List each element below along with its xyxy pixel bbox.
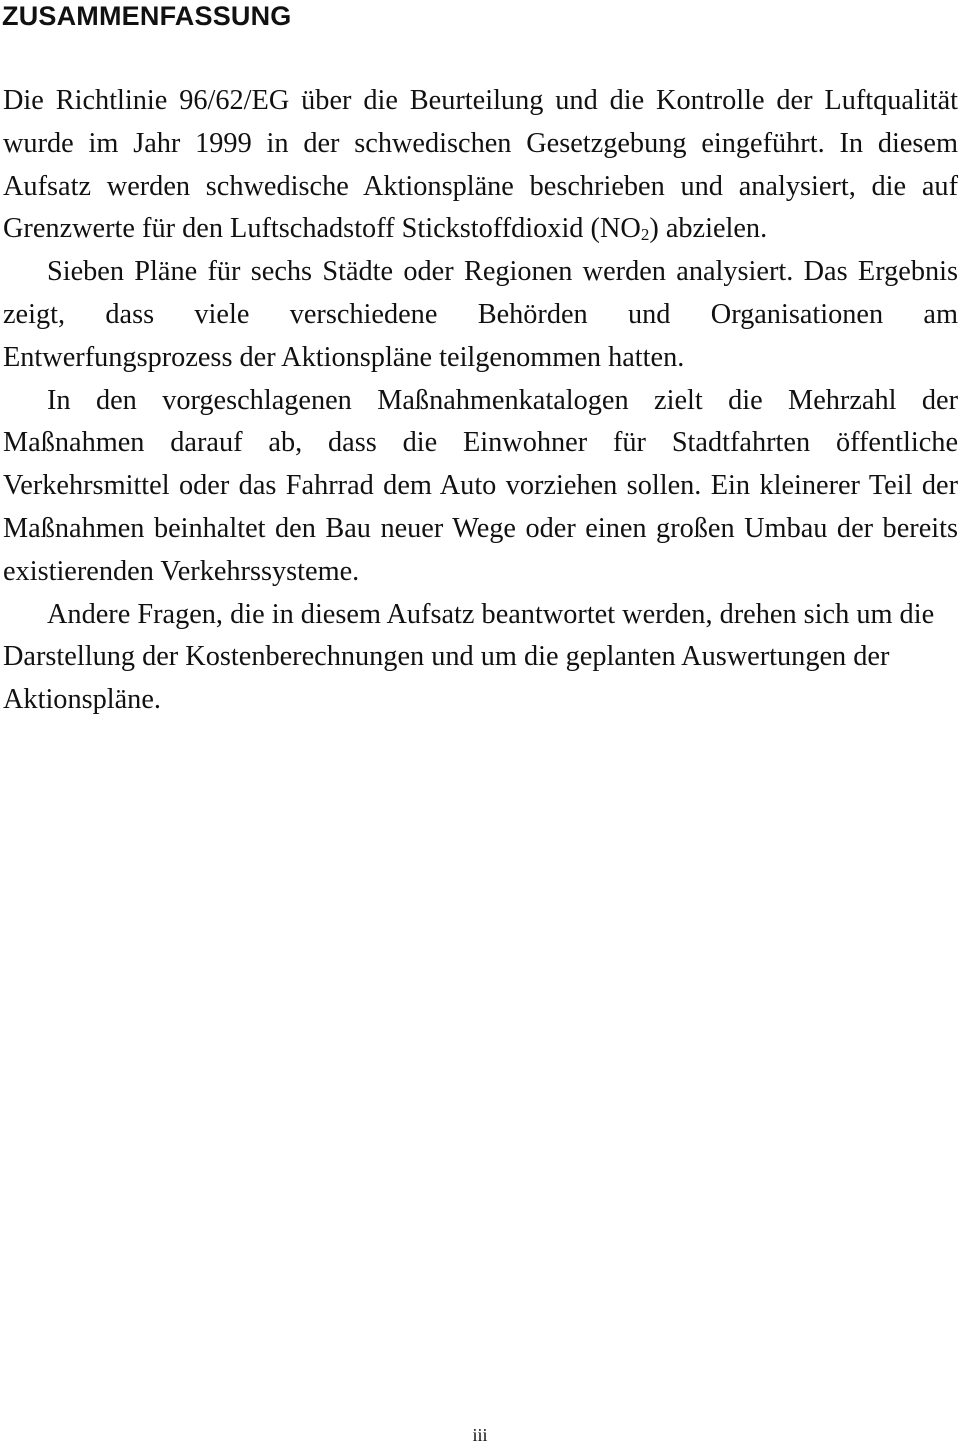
paragraph-1-text-end: ) abzielen. bbox=[649, 213, 768, 245]
paragraph-1 bbox=[3, 80, 958, 251]
no2-subscript: 2 bbox=[640, 225, 650, 245]
paragraph-2: Sieben Pläne für sechs Städte oder Regionen werden analysiert. Das Ergebnis zeigt, dass viele verschiedene Behörden und Organisationen am Entwerfungsprozess der Aktionspläne teilgenommen hatten. bbox=[3, 256, 958, 373]
paragraph-3: In den vorgeschlagenen Maßnahmenkatalogen zielt die Mehrzahl der Maßnahmen darauf ab, dass die Einwohner für Stadtfahrten öffentliche Verkehrsmittel oder das Fahrrad dem Auto vorziehen sollen. Ein kleinerer Teil der Maßnahmen beinhaltet den Bau neuer Wege oder einen großen Umbau der bereits existierenden Verkehrssysteme. bbox=[3, 384, 958, 587]
summary-body bbox=[3, 80, 958, 722]
page-number: iii bbox=[472, 1425, 488, 1445]
section-heading: ZUSAMMENFASSUNG bbox=[2, 1, 292, 31]
paragraph-1-text: Die Richtlinie 96/62/EG über die Beurteilung und die Kontrolle der Luftqualität wurde im Jahr 1999 in der schwedischen Gesetzgebung eingeführt. In diesem Aufsatz werden schwedische Aktionspläne beschrieben und analysiert, die auf Grenzwerte für den Luftschadstoff Stickstoffdioxid (NO bbox=[3, 85, 958, 245]
paragraph-4: Andere Fragen, die in diesem Aufsatz beantwortet werden, drehen sich um die Darstellung der Kostenberechnungen und um die geplanten Auswertungen der Aktionspläne. bbox=[3, 598, 935, 716]
